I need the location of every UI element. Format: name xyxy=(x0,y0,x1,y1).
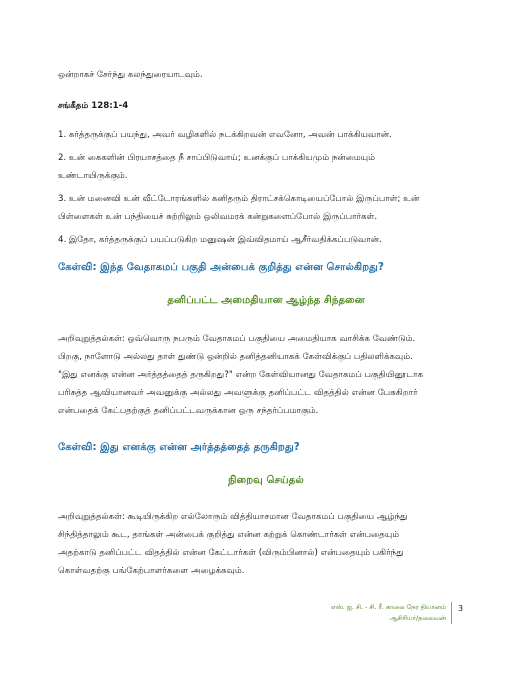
section-heading-closing: நிறைவு செய்தல் xyxy=(228,475,304,486)
psalm-line: 3. உன் மனைவி உன் வீட்டோரங்களில் கனிதரும் திராட்சக்கொடியைப்போல் இருப்பாள்; உன் xyxy=(58,194,420,204)
closing-paragraph xyxy=(58,508,408,580)
paragraph-line: பரிசுத்த ஆவியானவர் அவனுக்கு அல்லது அவளுக்கு தனிப்பட்ட விதத்தில் என்ன பேசுகிறார் xyxy=(58,388,418,398)
section-heading-reflection: தனிப்பட்ட அமைதியான ஆழ்ந்த சிந்தனை xyxy=(167,295,365,306)
psalm-line: பிள்ளைகள் உன் பந்தியைச் சுற்றிலும் ஒலிவமரக் கன்றுகளைப்போல் இருப்பார்கள். xyxy=(58,212,378,222)
footer-title: எஸ். ஐ. சி. - சி. ரீ. காலை நேர தியானம் xyxy=(330,603,446,611)
psalm-line: 2. உன் கைகளின் பிரயாசத்தை நீ சாப்பிடுவாய்; உனக்குப் பாக்கியமும் நன்மையும் xyxy=(58,153,376,163)
psalm-line: 4. இதோ, கர்த்தருக்குப் பயப்படுகிற மனுஷன் இவ்விதமாய் ஆசீர்வதிக்கப்படுவான். xyxy=(58,235,382,245)
paragraph-line: கொள்வதற்கு பங்கேற்பாளர்களை அழைக்கவும். xyxy=(58,566,245,576)
page-footer xyxy=(331,602,446,624)
paragraph-line: சிந்தித்தாலும் கூட, தாங்கள் அன்பைக் குறித்து என்ன கற்றுக் கொண்டார்கள் என்பதையும் xyxy=(58,530,400,540)
page-number: 3 xyxy=(458,604,464,613)
paragraph-line: "இது எனக்கு என்ன அர்த்தத்தைத் தருகிறது?" என்ற கேள்வியானது வேதாகமப் பகுதியினூடாக xyxy=(58,370,424,380)
paragraph-line: என்பதைக் கேட்பதற்குத் தனிப்பட்டவருக்கான ஒரு சந்தர்ப்பமாகும். xyxy=(58,406,319,416)
paragraph-line: அதற்காடு தனிப்பட்ட விதத்தில் என்ன கேட்டார்கள் (விரும்பினால்) என்பதையும் பகிர்ந்து xyxy=(58,548,404,558)
footer-subtitle: ஆசிரியர்/தலைவன் xyxy=(389,614,446,622)
question-2: கேள்வி: இது எனக்கு என்ன அர்த்தத்தைத் தருகிறது? xyxy=(58,442,300,453)
paragraph-line: அறிவுறுத்தல்கள்: ஒவ்வொரு நபரும் வேதாகமப் பகுதியை அமைதியாக வாசிக்க வேண்டும். xyxy=(58,334,416,344)
question-1: கேள்வி: இந்த வேதாகமப் பகுதி அன்பைக் குறித்து என்ன சொல்கிறது? xyxy=(58,262,384,273)
psalm-title: சங்கீதம் 128:1-4 xyxy=(58,101,129,111)
psalm-line: உண்டாயிருக்கும். xyxy=(58,171,128,181)
psalm-line: 1. கர்த்தருக்குப் பயந்து, அவர் வழிகளில் நடக்கிறவன் எவனோ, அவன் பாக்கியவான். xyxy=(58,130,392,140)
footer-divider xyxy=(451,602,452,624)
intro-line: ஒன்றாகச் சேர்ந்து கலந்துரையாடவும். xyxy=(58,70,203,80)
reflection-paragraph xyxy=(58,330,423,420)
paragraph-line: பிறகு, நாளோடு அல்லது தாள் துண்டு ஒன்றில் தனித்தனியாகக் கேள்விக்குப் பதிலளிக்கவும். xyxy=(58,352,413,362)
psalm-text xyxy=(58,126,419,249)
paragraph-line: அறிவுறுத்தல்கள்: கூடியிருக்கிற எல்லோரும் வித்தியாசமான வேதாகமப் பகுதியை ஆழ்ந்து xyxy=(58,512,408,522)
